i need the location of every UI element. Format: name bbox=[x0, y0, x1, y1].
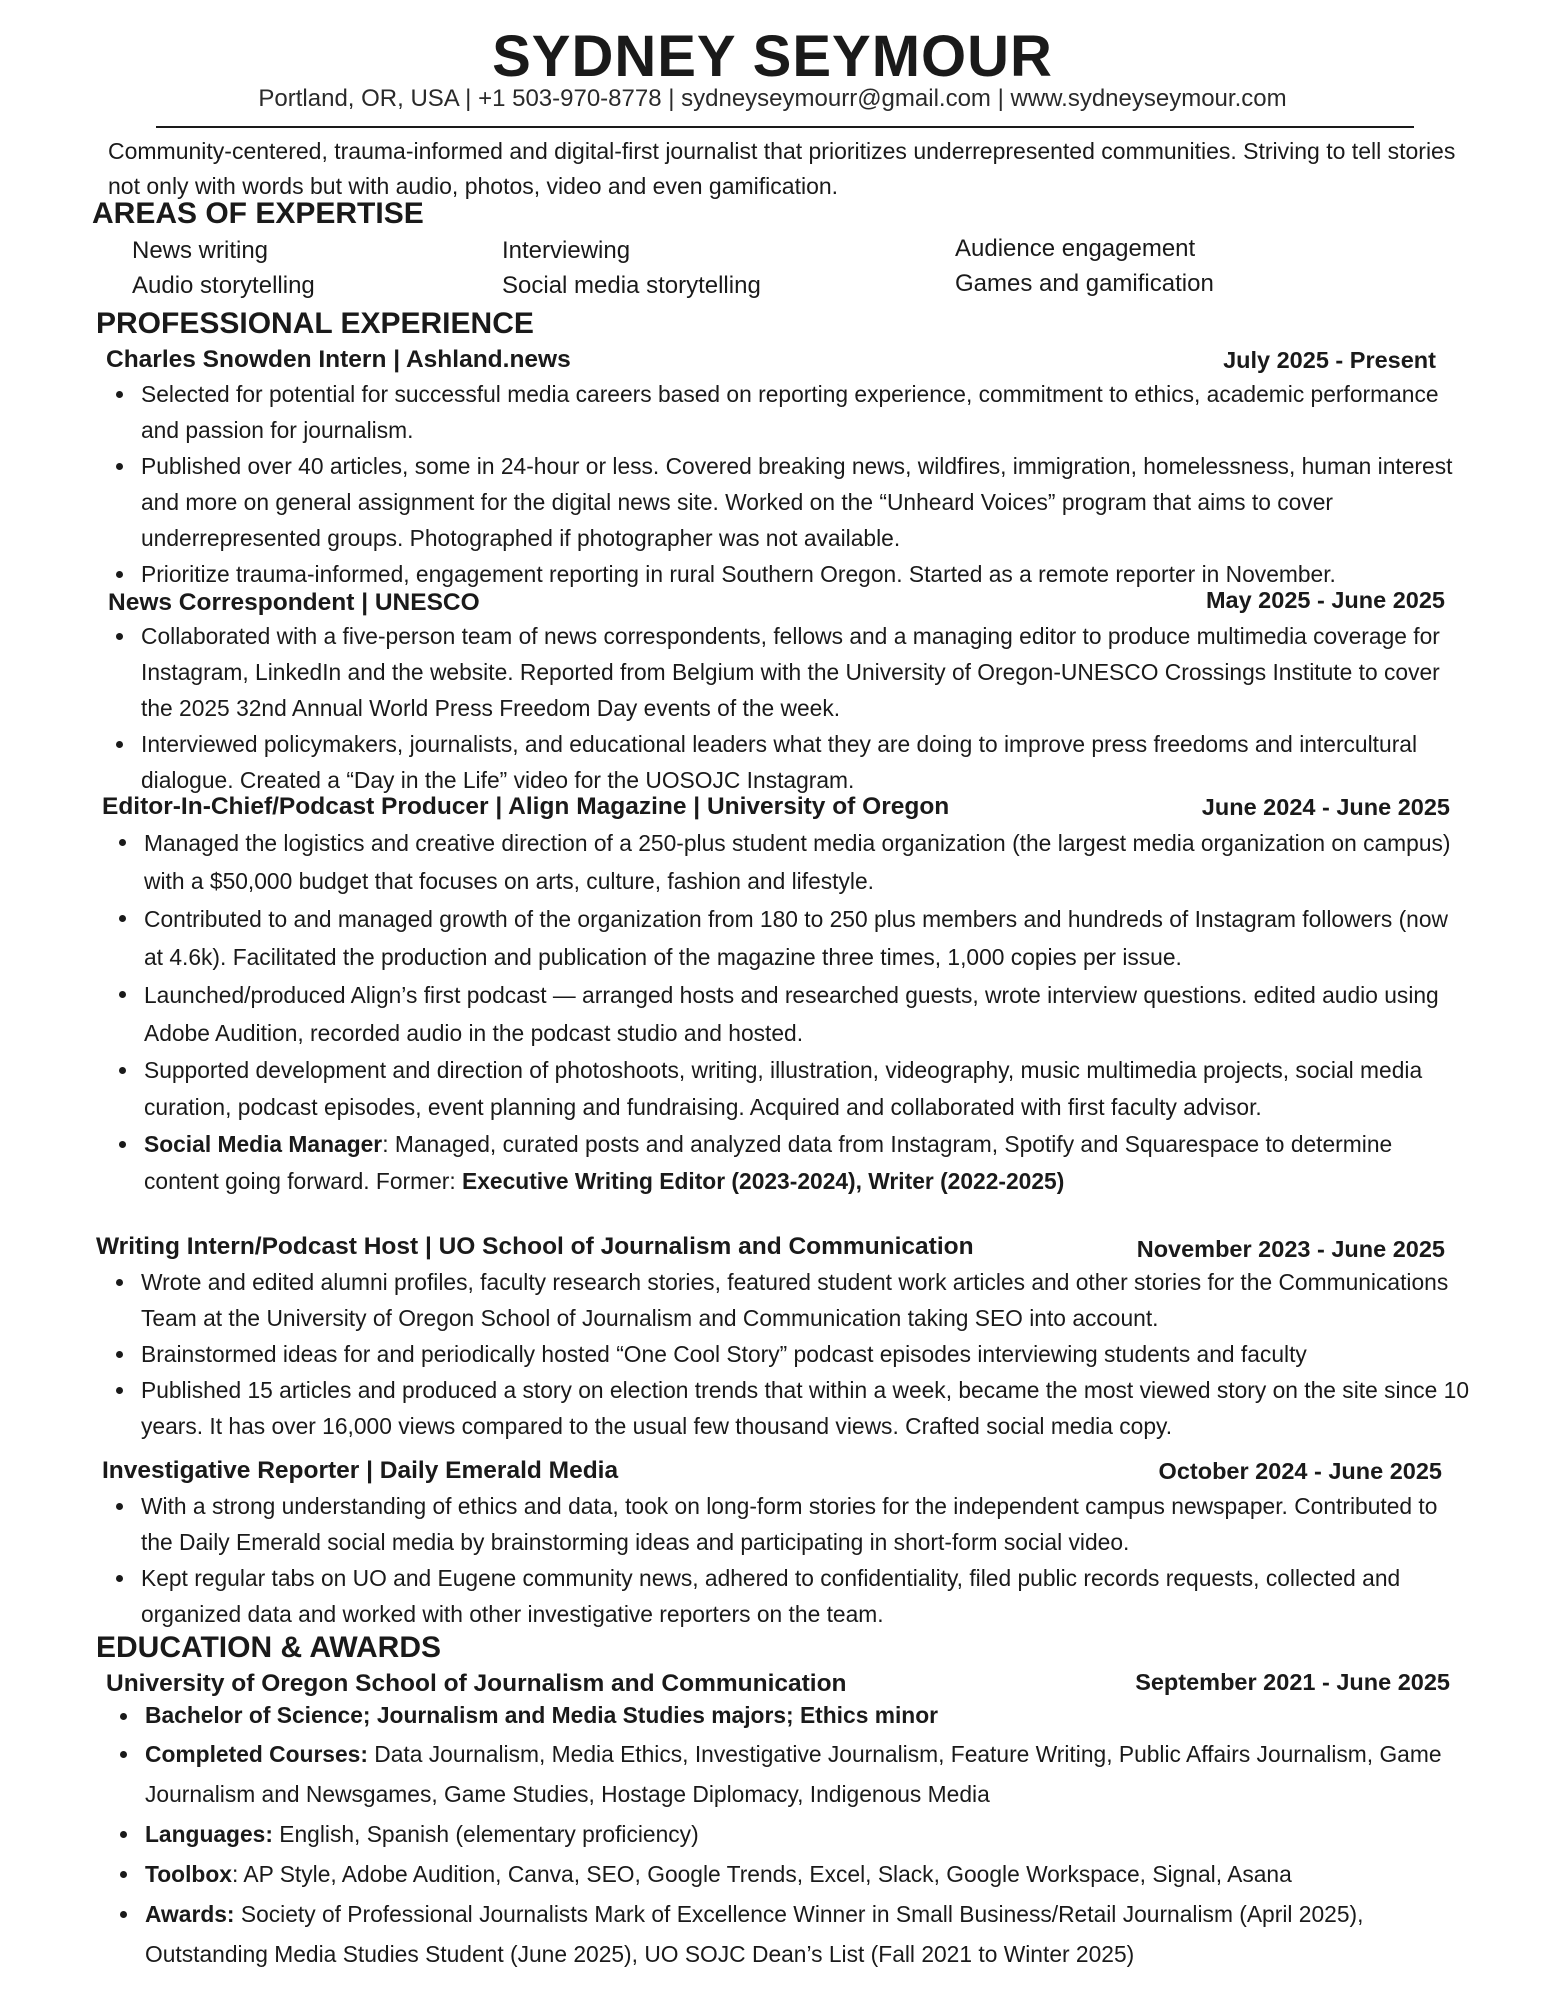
job-bullet-list bbox=[108, 1264, 1470, 1444]
education-heading: EDUCATION & AWARDS bbox=[96, 1631, 441, 1664]
job-bullet: Launched/produced Align’s first podcast — arranged hosts and researched guests, wrote interview questions. edited audio using Adobe Audition, recorded audio in the podcast studio and hosted. bbox=[111, 976, 1466, 1052]
job-bullet-list bbox=[108, 376, 1453, 592]
education-item bbox=[112, 1854, 1452, 1894]
item-text: Data Journalism, Media Ethics, Investigative Journalism, Feature Writing, Public Affairs Journalism, Game Journalism and Newsgames, Game Studies, Hostage Diplomacy, Indigenous Media bbox=[145, 1741, 1442, 1807]
job-bullet: Contributed to and managed growth of the organization from 180 to 250 plus members and hundreds of Instagram followers (now at 4.6k). Facilitated the production and publication of the magazine three times, 1,000 copies per issue. bbox=[111, 900, 1466, 976]
job-title: News Correspondent | UNESCO bbox=[108, 589, 480, 616]
candidate-name: SYDNEY SEYMOUR bbox=[492, 24, 1053, 89]
education-item bbox=[112, 1734, 1452, 1814]
role-label: Social Media Manager bbox=[144, 1131, 383, 1157]
job-bullet: Kept regular tabs on UO and Eugene community news, adhered to confidentiality, filed public records requests, collected and organized data and worked with other investigative reporters on the team. bbox=[108, 1560, 1453, 1632]
education-item bbox=[112, 1894, 1452, 1974]
job-bullet-list bbox=[108, 1488, 1453, 1632]
item-text: Society of Professional Journalists Mark of Excellence Winner in Small Business/Retail Journalism (April 2025), Outstanding Media Studies Student (June 2025), UO SOJC Dean’s List (Fall 2021 to Winter 2025) bbox=[145, 1901, 1364, 1967]
job-bullet: Published over 40 articles, some in 24-hour or less. Covered breaking news, wildfires, immigration, homelessness, human interest and more on general assignment for the digital news site. Worked on the “Unheard Voices” program that aims to cover underrepresented groups. Photographed if photographer was not available. bbox=[108, 448, 1453, 556]
education-list bbox=[112, 1696, 1452, 1974]
job-date: May 2025 - June 2025 bbox=[1205, 587, 1445, 613]
header-divider bbox=[156, 126, 1414, 128]
education-item bbox=[112, 1814, 1452, 1854]
job-bullet: Wrote and edited alumni profiles, faculty research stories, featured student work articles and other stories for the Communications Team at the University of Oregon School of Journalism and Communication taking SEO into account. bbox=[108, 1264, 1470, 1336]
job-bullet: Managed the logistics and creative direction of a 250-plus student media organization (the largest media organization on campus) with a $50,000 budget that focuses on arts, culture, fashion and lifestyle. bbox=[111, 824, 1466, 900]
job-title: Editor-In-Chief/Podcast Producer | Align Magazine | University of Oregon bbox=[102, 793, 950, 820]
job-date: November 2023 - June 2025 bbox=[1136, 1236, 1445, 1262]
school-name: University of Oregon School of Journalism and Communication bbox=[106, 1670, 847, 1697]
job-title: Investigative Reporter | Daily Emerald Media bbox=[102, 1457, 619, 1484]
job-title: Writing Intern/Podcast Host | UO School of Journalism and Communication bbox=[96, 1233, 974, 1260]
expertise-heading: AREAS OF EXPERTISE bbox=[92, 197, 424, 230]
job-date: October 2024 - June 2025 bbox=[1158, 1458, 1442, 1484]
item-label: Completed Courses: bbox=[145, 1741, 368, 1767]
skill-item: Social media storytelling bbox=[502, 272, 761, 299]
skill-item: Games and gamification bbox=[955, 270, 1214, 297]
former-roles: Executive Writing Editor (2023-2024), Writer (2022-2025) bbox=[462, 1168, 1065, 1194]
job-bullet-list bbox=[111, 824, 1466, 1200]
job-title: Charles Snowden Intern | Ashland.news bbox=[106, 346, 571, 373]
job-bullet-list bbox=[108, 618, 1453, 798]
job-bullet: With a strong understanding of ethics and data, took on long-form stories for the independent campus newspaper. Contributed to the Daily Emerald social media by brainstorming ideas and participating in short-form social video. bbox=[108, 1488, 1453, 1560]
job-date: July 2025 - Present bbox=[1223, 347, 1436, 373]
item-text: English, Spanish (elementary proficiency) bbox=[272, 1821, 699, 1847]
job-bullet: Prioritize trauma-informed, engagement reporting in rural Southern Oregon. Started as a remote reporter in November. bbox=[108, 556, 1453, 592]
role-text: : Managed, curated posts and analyzed data from Instagram, Spotify and Squarespace to determine content going forward. Former: bbox=[144, 1131, 1393, 1194]
degree-item: Bachelor of Science; Journalism and Media Studies majors; Ethics minor bbox=[112, 1696, 1452, 1734]
summary-paragraph: Community-centered, trauma-informed and digital-first journalist that prioritizes underrepresented communities. Striving to tell stories not only with words but with audio, photos, video and even gamification. bbox=[108, 138, 1456, 199]
skill-item: News writing bbox=[132, 237, 269, 264]
item-label: Toolbox bbox=[145, 1861, 232, 1887]
item-label: Awards: bbox=[145, 1901, 235, 1927]
item-text: : AP Style, Adobe Audition, Canva, SEO, Google Trends, Excel, Slack, Google Workspace, Signal, Asana bbox=[231, 1861, 1292, 1887]
job-bullet: Interviewed policymakers, journalists, and educational leaders what they are doing to improve press freedoms and intercultural dialogue. Created a “Day in the Life” video for the UOSOJC Instagram. bbox=[108, 726, 1453, 798]
job-bullet bbox=[111, 1126, 1466, 1200]
skill-item: Audience engagement bbox=[955, 235, 1196, 262]
education-date: September 2021 - June 2025 bbox=[1135, 1669, 1450, 1695]
experience-heading: PROFESSIONAL EXPERIENCE bbox=[96, 307, 534, 340]
contact-line: Portland, OR, USA | +1 503-970-8778 | sydneyseymourr@gmail.com | www.sydneyseymour.com bbox=[258, 85, 1287, 112]
job-bullet: Collaborated with a five-person team of news correspondents, fellows and a managing editor to produce multimedia coverage for Instagram, LinkedIn and the website. Reported from Belgium with the University of Oregon-UNESCO Crossings Institute to cover the 2025 32nd Annual World Press Freedom Day events of the week. bbox=[108, 618, 1453, 726]
job-bullet: Brainstormed ideas for and periodically hosted “One Cool Story” podcast episodes interviewing students and faculty bbox=[108, 1336, 1470, 1372]
job-bullet: Published 15 articles and produced a story on election trends that within a week, became the most viewed story on the site since 10 years. It has over 16,000 views compared to the usual few thousand views. Crafted social media copy. bbox=[108, 1372, 1470, 1444]
job-bullet: Supported development and direction of photoshoots, writing, illustration, videography, music multimedia projects, social media curation, podcast episodes, event planning and fundraising. Acquired and collaborated with first faculty advisor. bbox=[111, 1052, 1466, 1126]
item-label: Languages: bbox=[145, 1821, 273, 1847]
skill-item: Interviewing bbox=[502, 237, 631, 264]
job-date: June 2024 - June 2025 bbox=[1201, 794, 1450, 820]
skill-item: Audio storytelling bbox=[132, 272, 315, 299]
job-bullet: Selected for potential for successful media careers based on reporting experience, commitment to ethics, academic performance and passion for journalism. bbox=[108, 376, 1453, 448]
